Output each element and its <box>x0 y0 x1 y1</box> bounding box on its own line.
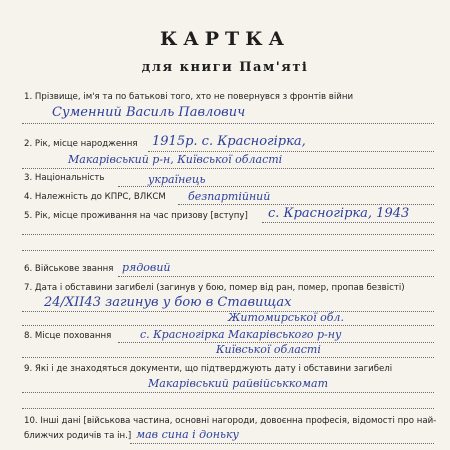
field-10-label-line-1: 10. Інші дані [військова частина, основні нагороди, довоєнна професія, відомості про най- <box>24 416 437 426</box>
field-10-line <box>130 443 434 444</box>
field-9-line-2 <box>22 408 434 409</box>
field-1-line <box>22 123 434 124</box>
card-subtitle: для книги Пам'яті <box>141 60 309 75</box>
field-9-value: Макарівський райвійськкомат <box>148 377 329 390</box>
field-9-line-1 <box>22 392 434 393</box>
field-10-label-line-2: ближчих родичів та ін.] <box>24 431 132 441</box>
field-2-line-1 <box>148 151 434 152</box>
field-2-value-line-2: Макарівський р-н, Київської області <box>68 153 283 166</box>
field-5-line-2 <box>22 234 434 235</box>
field-6-value: рядовий <box>122 261 171 274</box>
field-9-label: 9. Які і де знаходяться документи, що підтверджують дату і обставини загибелі <box>24 364 393 374</box>
field-5-label: 5. Рік, місце проживання на час призову [вступу] <box>24 211 248 221</box>
field-2-line-2 <box>22 168 434 169</box>
field-5-line-3 <box>22 250 434 251</box>
field-3-line <box>118 186 434 187</box>
field-4-line <box>178 204 434 205</box>
field-5-line-1 <box>262 222 434 223</box>
field-6-label: 6. Військове звання <box>24 264 114 274</box>
field-7-value-line-2: Житомирської обл. <box>228 311 344 324</box>
field-2-label: 2. Рік, місце народження <box>24 139 138 149</box>
card-title: КАРТКА <box>160 28 290 50</box>
field-2-value-line-1: 1915р. с. Красногірка, <box>152 134 306 149</box>
field-4-label: 4. Належність до КПРС, ВЛКСМ <box>24 192 166 202</box>
field-4-value: безпартійний <box>188 190 271 203</box>
field-3-value: українець <box>148 173 206 186</box>
field-8-value-line-2: Київської області <box>216 343 321 356</box>
field-8-label: 8. Місце поховання <box>24 331 112 341</box>
field-8-line-2 <box>22 357 434 358</box>
field-7-line-2 <box>22 325 434 326</box>
field-1-value: Суменний Василь Павлович <box>52 105 246 120</box>
field-6-line <box>118 276 434 277</box>
field-10-value: мав сина і доньку <box>136 428 239 441</box>
field-1-label: 1. Прізвище, ім'я та по батькові того, хто не повернувся з фронтів війни <box>24 92 354 102</box>
field-7-value-line-1: 24/XII43 загинув у бою в Ставищах <box>44 295 292 310</box>
field-7-label: 7. Дата і обставини загибелі (загинув у бою, помер від ран, помер, пропав безвісті) <box>24 283 405 293</box>
field-3-label: 3. Національність <box>24 173 105 183</box>
field-5-value: с. Красногірка, 1943 <box>268 206 410 221</box>
field-8-value-line-1: с. Красногірка Макарівського р-ну <box>140 328 342 341</box>
